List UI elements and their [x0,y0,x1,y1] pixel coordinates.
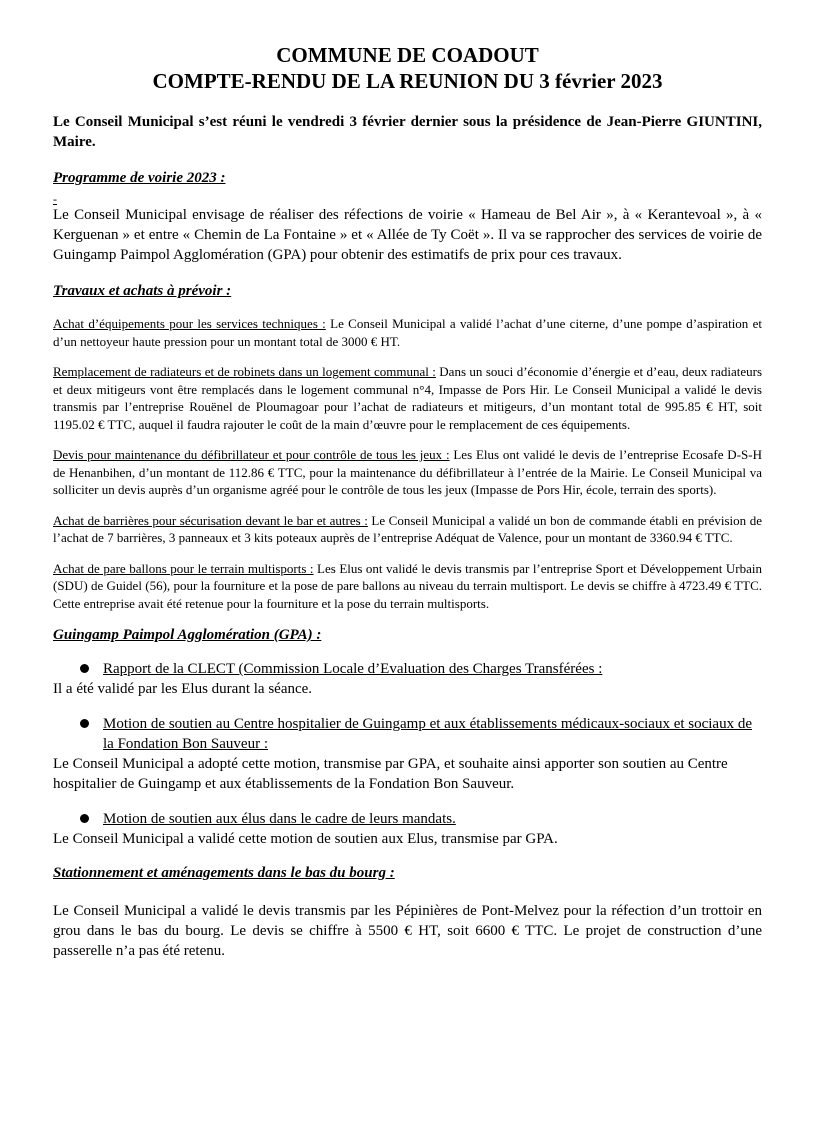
travaux-item [53,512,762,547]
bullet-item [53,659,762,679]
travaux-item-label: Achat de pare ballons pour le terrain multisports : [53,560,314,576]
report-title: COMPTE-RENDU DE LA REUNION DU 3 février 2023 [152,69,663,93]
travaux-item-label: Devis pour maintenance du défibrillateur et pour contrôle de tous les jeux : [53,447,450,462]
travaux-item-label: Achat de barrières pour sécurisation devant le bar et autres : [53,512,368,528]
travaux-item-label: Achat d’équipements pour les services techniques : [53,316,326,331]
bullet-title: Rapport de la CLECT (Commission Locale d’Evaluation des Charges Transférées : [103,661,603,677]
bourg-paragraph: Le Conseil Municipal a validé le devis transmis par les Pépinières de Pont-Melvez pour la réfection d’un trottoir en grou dans le bas du bourg. Le devis se chiffre à 5500 € HT, soit 6600 € TTC. Le projet de construction d’une passerelle n’a pas été retenu. [53,903,762,959]
travaux-item [53,363,762,433]
travaux-item [53,315,762,350]
section-gpa [53,625,762,849]
travaux-item-text: Les Elus ont validé le devis de l’entreprise Ecosafe D-S-H de Henanbihen, d’un montant de 112.86 € TTC, pour la maintenance du défibrillateur à l’entrée de la Mairie. Le Conseil Municipal va solliciter un devis auprès d’un organisme agréé pour le contrôle de tous les jeux (Impasse de Pors Hir, école, terrain des sports). [53,447,762,497]
bullet-dot-icon [80,719,89,728]
bullet-item [53,714,762,754]
section-travaux [53,281,762,612]
section-heading-voirie: Programme de voirie 2023 : [53,170,226,186]
commune-title: COMMUNE DE COADOUT [276,43,539,67]
section-voirie [53,168,762,265]
bullet-title: Motion de soutien aux élus dans le cadre de leurs mandats. [103,811,456,827]
bullet-dot-icon [80,814,89,823]
travaux-item-text: Les Elus ont validé le devis transmis par l’entreprise Sport et Développement Urbain (SDU) de Guidel (56), pour la fourniture et la pose de pare ballons au niveau du terrain multisport. Le devis se chiffre à 4723.49 € TTC. Cette entreprise avait été retenue pour la fourniture et la pose du terrain multisports. [53,560,762,611]
bullet-dot-icon [80,664,89,673]
travaux-item [53,560,762,613]
bullet-description: Il a été validé par les Elus durant la séance. [53,681,313,697]
section-heading-travaux: Travaux et achats à prévoir : [53,283,232,299]
travaux-item [53,446,762,499]
section-bourg [53,863,762,961]
document-header [53,42,762,94]
section-heading-gpa: Guingamp Paimpol Agglomération (GPA) : [53,627,322,643]
travaux-item-label: Remplacement de radiateurs et de robinets dans un logement communal : [53,364,436,379]
travaux-item-text: Le Conseil Municipal a validé un bon de commande établi en prévision de l’achat de 7 barrières, 3 panneaux et 3 kits poteaux auprès de l’entreprise Adéquat de Valence, pour un montant de 3360.94 € TTC. [53,512,762,545]
voirie-paragraph: Le Conseil Municipal envisage de réaliser des réfections de voirie « Hameau de Bel Air », à « Kerantevoal », à « Kerguenan » et entre « Chemin de La Fontaine » et « Allée de Ty Coët ». Il va se rapprocher des services de voirie de Guingamp Paimpol Agglomération (GPA) pour obtenir des estimatifs de prix pour ces travaux. [53,207,762,263]
travaux-item-text: Le Conseil Municipal a validé l’achat d’une citerne, d’une pompe d’aspiration et d’un nettoyeur haute pression pour un montant total de 3000 € HT. [53,316,763,349]
stray-dash: - [53,192,57,206]
bullet-description: Le Conseil Municipal a validé cette motion de soutien aux Elus, transmise par GPA. [53,831,558,847]
bullet-title: Motion de soutien au Centre hospitalier de Guingamp et aux établissements médicaux-sociaux et sociaux de la Fondation Bon Sauveur : [103,716,752,752]
intro-paragraph: Le Conseil Municipal s’est réuni le vendredi 3 février dernier sous la présidence de Jean-Pierre GIUNTINI, Maire. [53,114,762,150]
bullet-description: Le Conseil Municipal a adopté cette motion, transmise par GPA, et souhaite ainsi apporter son soutien au Centre hospitalier de Guingamp et aux établissements de la Fondation Bon Sauveur. [53,756,728,792]
section-heading-bourg: Stationnement et aménagements dans le bas du bourg : [53,865,395,881]
bullet-item [53,809,762,829]
travaux-item-text: Dans un souci d’économie d’énergie et d’eau, deux radiateurs et deux mitigeurs vont être remplacés dans le logement communal n°4, Impasse de Pors Hir. Le Conseil Municipal a validé le devis transmis par l’entreprise Rouënel de Ploumagoar pour l’achat de radiateurs et mitigeurs, d’un montant total de 995.85 € HT, soit 1195.02 € TTC, auquel il faudra rajouter le coût de la main d’œuvre pour le remplacement de ces équipements. [53,364,763,432]
